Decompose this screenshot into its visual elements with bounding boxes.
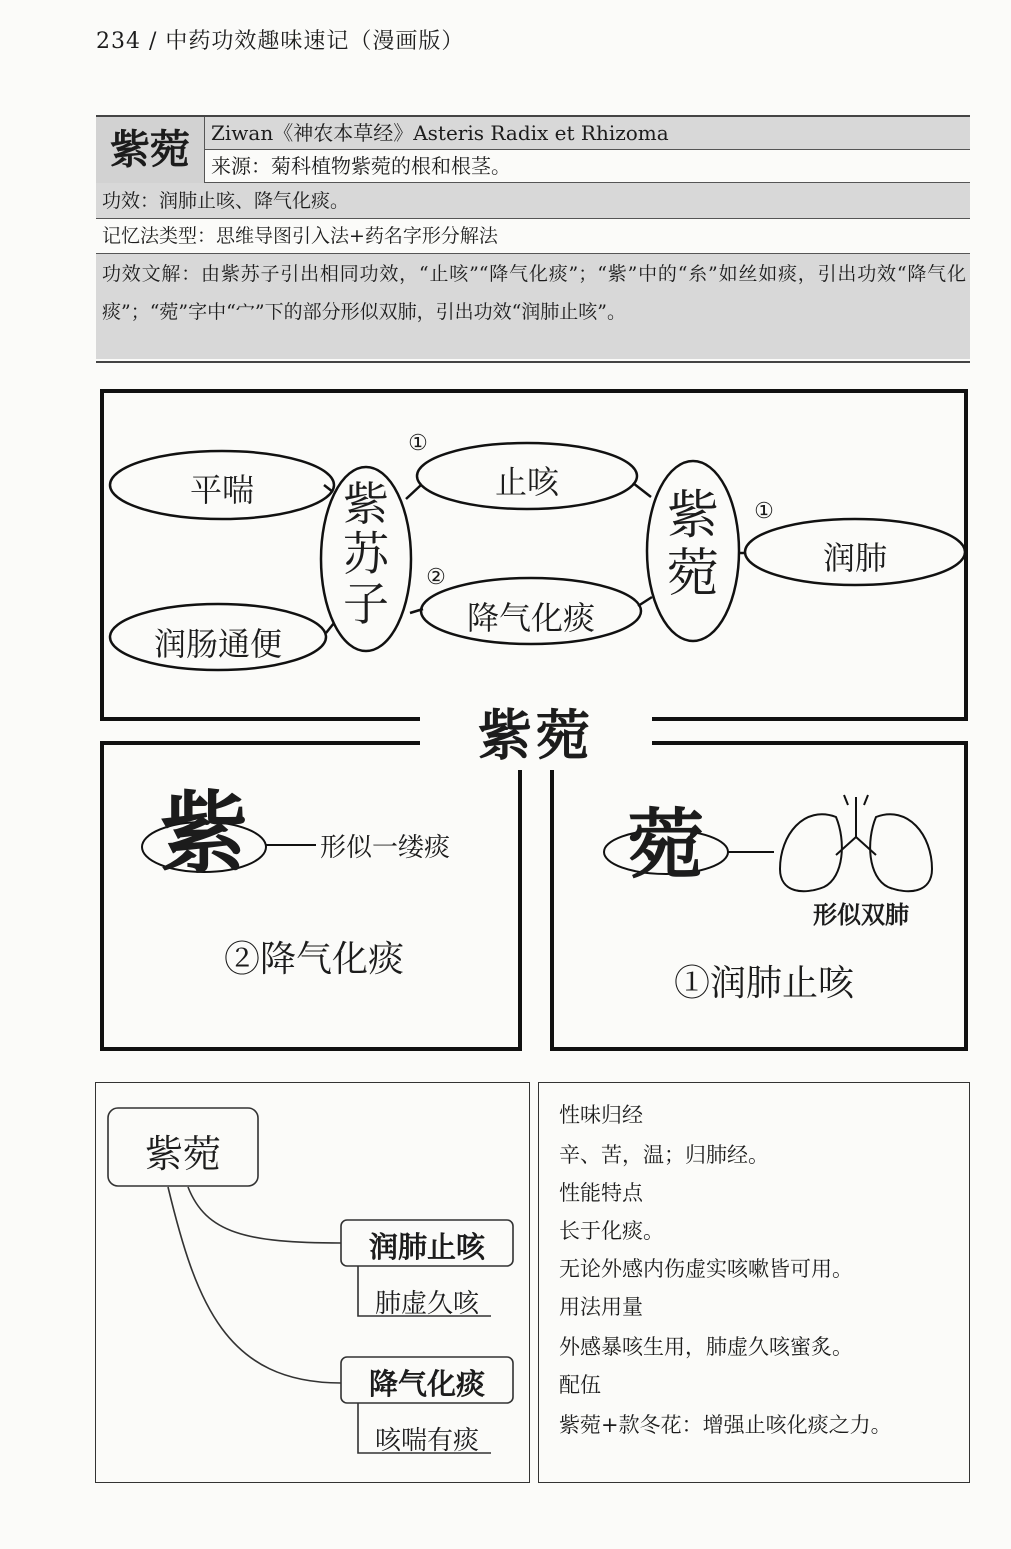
branch-1-link [188,1187,341,1243]
prop-usage: 外感暴咳生用，肺虚久咳蜜炙。 [559,1335,853,1359]
zisuzi-center: 紫苏子 [343,477,389,631]
memory-method-type: 记忆法类型：思维导图引入法+药名字形分解法 [96,219,970,254]
wan-note: 形似双肺 [813,900,909,929]
link-pingchuan [324,485,333,492]
node-runchang: 润肠通便 [153,625,282,663]
herb-efficacy: 功效：润肺止咳、降气化痰。 [96,183,970,219]
herb-info-table [96,115,970,363]
char-zi-panel [100,741,522,1051]
left-lung-icon [780,814,842,891]
right-lung-icon [870,814,932,891]
tree-root: 紫菀 [144,1132,221,1176]
marker-1-zhike: ① [408,431,428,456]
wan-glyph: 菀 [628,800,704,889]
link-zhike-left [406,485,421,499]
herb-name: 紫菀 [96,117,205,183]
page-header [96,24,464,55]
link-runchang [326,623,334,633]
prop-heading-taste: 性味归经 [559,1103,643,1127]
ziwan-center: 紫菀 [666,486,719,604]
tree-branch-2: 降气化痰 [368,1367,485,1401]
marker-2-jiangqi: ② [426,565,446,590]
herb-latin-line: Ziwan《神农本草经》Asteris Radix et Rhizoma [205,117,970,150]
prop-feature-1: 长于化痰。 [559,1219,664,1243]
tree-branch-1: 润肺止咳 [368,1230,485,1264]
link-zhike-right [633,483,651,497]
efficacy-decomposition: 功效文解：由紫苏子引出相同功效，“止咳”“降气化痰”；“紫”中的“糸”如丝如痰，引出功效“降气化痰”；“菀”字中“宀”下的部分形似双肺，引出功效“润肺止咳”。 [96,254,970,359]
prop-heading-features: 性能特点 [559,1181,643,1205]
node-pingchuan: 平喘 [189,471,254,509]
node-runfei: 润肺 [822,539,887,577]
char-wan-panel [550,741,968,1051]
efficacy-tree [95,1082,530,1483]
tree-sub-1: 肺虚久咳 [374,1289,479,1319]
big-title: 紫菀 [420,700,652,770]
wan-caption: ①润肺止咳 [673,963,854,1004]
prop-feature-2: 无论外感内伤虚实咳嗽皆可用。 [559,1257,853,1281]
page-number: 234 [96,29,141,54]
node-jiangqi: 降气化痰 [466,599,595,637]
prop-heading-combination: 配伍 [559,1373,601,1397]
header-separator: / [149,29,158,54]
zi-glyph: 紫 [159,781,248,885]
node-zhike: 止咳 [494,463,559,501]
zi-note: 形似一缕痰 [320,833,451,863]
prop-taste: 辛、苦，温；归肺经。 [559,1143,769,1167]
zi-caption: ②降气化痰 [223,939,404,980]
book-title: 中药功效趣味速记（漫画版） [165,29,465,54]
link-jiangqi-right [638,597,652,606]
tree-sub-2: 咳喘有痰 [374,1426,479,1456]
properties-box [538,1082,970,1483]
marker-1-runfei: ① [754,499,774,524]
prop-heading-usage: 用法用量 [559,1295,643,1319]
prop-combination: 紫菀+款冬花：增强止咳化痰之力。 [559,1413,892,1437]
herb-source: 来源：菊科植物紫菀的根和根茎。 [205,150,970,183]
branch-2-link [168,1187,341,1383]
mindmap-panel [100,389,968,721]
